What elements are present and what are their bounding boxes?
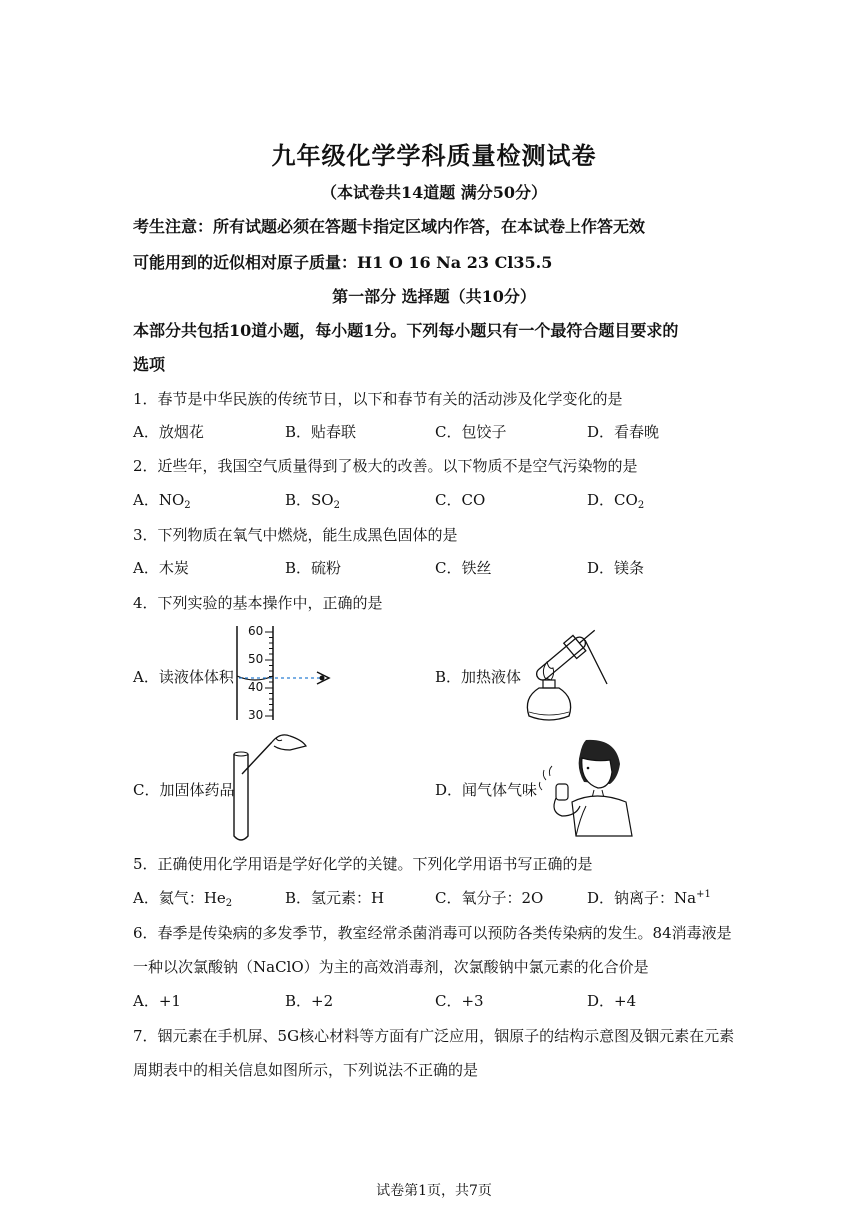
q2-d-sub: 2	[637, 500, 645, 511]
q3-option-a[interactable]: A．木炭	[133, 559, 189, 577]
q1-option-a[interactable]: A．放烟花	[133, 423, 204, 441]
q2-a-sub: 2	[184, 500, 191, 511]
q5-a-text: A．氦气：He	[133, 889, 226, 907]
part-one-heading: 第一部分 选择题（共10分）	[332, 287, 536, 306]
q2-option-a[interactable]	[133, 489, 191, 511]
instructions-line-1: 本部分共包括10道小题，每小题1分。下列每小题只有一个最符合题目要求的	[133, 321, 679, 340]
question-4-stem: 4．下列实验的基本操作中，正确的是	[133, 594, 383, 612]
q6-option-a[interactable]: A．+1	[133, 992, 181, 1010]
q4-option-d[interactable]: D．闻气体气味	[435, 781, 538, 799]
cylinder-tick-30: 30	[248, 708, 264, 722]
alcohol-lamp-test-tube-figure	[515, 622, 615, 726]
notice: 考生注意：所有试题必须在答题卡指定区域内作答，在本试卷上作答无效	[133, 217, 646, 236]
question-6-stem-line-1: 6．春季是传染病的多发季节，教室经常杀菌消毒可以预防各类传染病的发生。84消毒液是	[133, 924, 732, 942]
q5-a-sub: 2	[225, 898, 233, 909]
q3-option-c[interactable]: C．铁丝	[435, 559, 492, 577]
question-5-stem: 5．正确使用化学用语是学好化学的关键。下列化学用语书写正确的是	[133, 855, 593, 873]
q6-option-b[interactable]: B．+2	[285, 992, 334, 1010]
page-footer: 试卷第1页，共7页	[376, 1183, 492, 1199]
q5-d-text: D．钠离子：Na	[587, 889, 697, 907]
q2-c-text: C．CO	[435, 491, 486, 509]
q4-option-a[interactable]: A．读液体体积	[133, 668, 234, 686]
q2-b-text: B．SO	[285, 491, 334, 509]
test-tube-spatula-figure	[228, 728, 312, 844]
smelling-gas-boy-figure	[536, 736, 636, 836]
question-2-stem: 2．近些年，我国空气质量得到了极大的改善。以下物质不是空气污染物的是	[133, 457, 638, 475]
instructions-line-2: 选项	[133, 355, 166, 374]
q2-a-text: A．NO	[133, 491, 185, 509]
graduated-cylinder-figure	[225, 622, 345, 724]
question-6-stem-line-2: 一种以次氯酸钠（NaClO）为主的高效消毒剂，次氯酸钠中氯元素的化合价是	[133, 958, 649, 976]
q5-option-d[interactable]	[587, 887, 711, 908]
q6-option-c[interactable]: C．+3	[435, 992, 484, 1010]
q1-option-d[interactable]: D．看春晚	[587, 423, 660, 441]
q2-d-text: D．CO	[587, 491, 638, 509]
cylinder-tick-50: 50	[248, 652, 264, 666]
page-subtitle: （本试卷共14道题 满分50分）	[320, 183, 548, 202]
q2-option-b[interactable]	[285, 489, 340, 511]
question-3-stem: 3．下列物质在氧气中燃烧，能生成黑色固体的是	[133, 526, 458, 544]
q1-option-c[interactable]: C．包饺子	[435, 423, 507, 441]
question-1-stem: 1．春节是中华民族的传统节日，以下和春节有关的活动涉及化学变化的是	[133, 390, 623, 408]
cylinder-tick-60: 60	[248, 624, 264, 638]
q3-option-d[interactable]: D．镁条	[587, 559, 645, 577]
page-title: 九年级化学学科质量检测试卷	[271, 141, 597, 170]
cylinder-tick-40: 40	[248, 680, 264, 694]
q1-option-b[interactable]: B．贴春联	[285, 423, 357, 441]
q6-option-d[interactable]: D．+4	[587, 992, 637, 1010]
q3-option-b[interactable]: B．硫粉	[285, 559, 342, 577]
q4-option-c[interactable]: C．加固体药品	[133, 781, 235, 799]
q5-d-sup: +1	[696, 889, 711, 900]
q5-option-b[interactable]: B．氢元素：H	[285, 889, 385, 907]
q2-option-d[interactable]	[587, 489, 644, 511]
question-7-stem-line-2: 周期表中的相关信息如图所示，下列说法不正确的是	[133, 1061, 479, 1079]
q2-option-c[interactable]	[435, 489, 485, 510]
q5-option-c[interactable]: C．氧分子：2O	[435, 889, 544, 907]
q4-option-b[interactable]: B．加热液体	[435, 668, 522, 686]
q2-b-sub: 2	[333, 500, 340, 511]
question-7-stem-line-1: 7．铟元素在手机屏、5G核心材料等方面有广泛应用，铟原子的结构示意图及铟元素在元素	[133, 1027, 735, 1045]
q5-option-a[interactable]	[133, 887, 232, 909]
atomic-mass-line: 可能用到的近似相对原子质量：H1 O 16 Na 23 Cl35.5	[133, 253, 553, 272]
